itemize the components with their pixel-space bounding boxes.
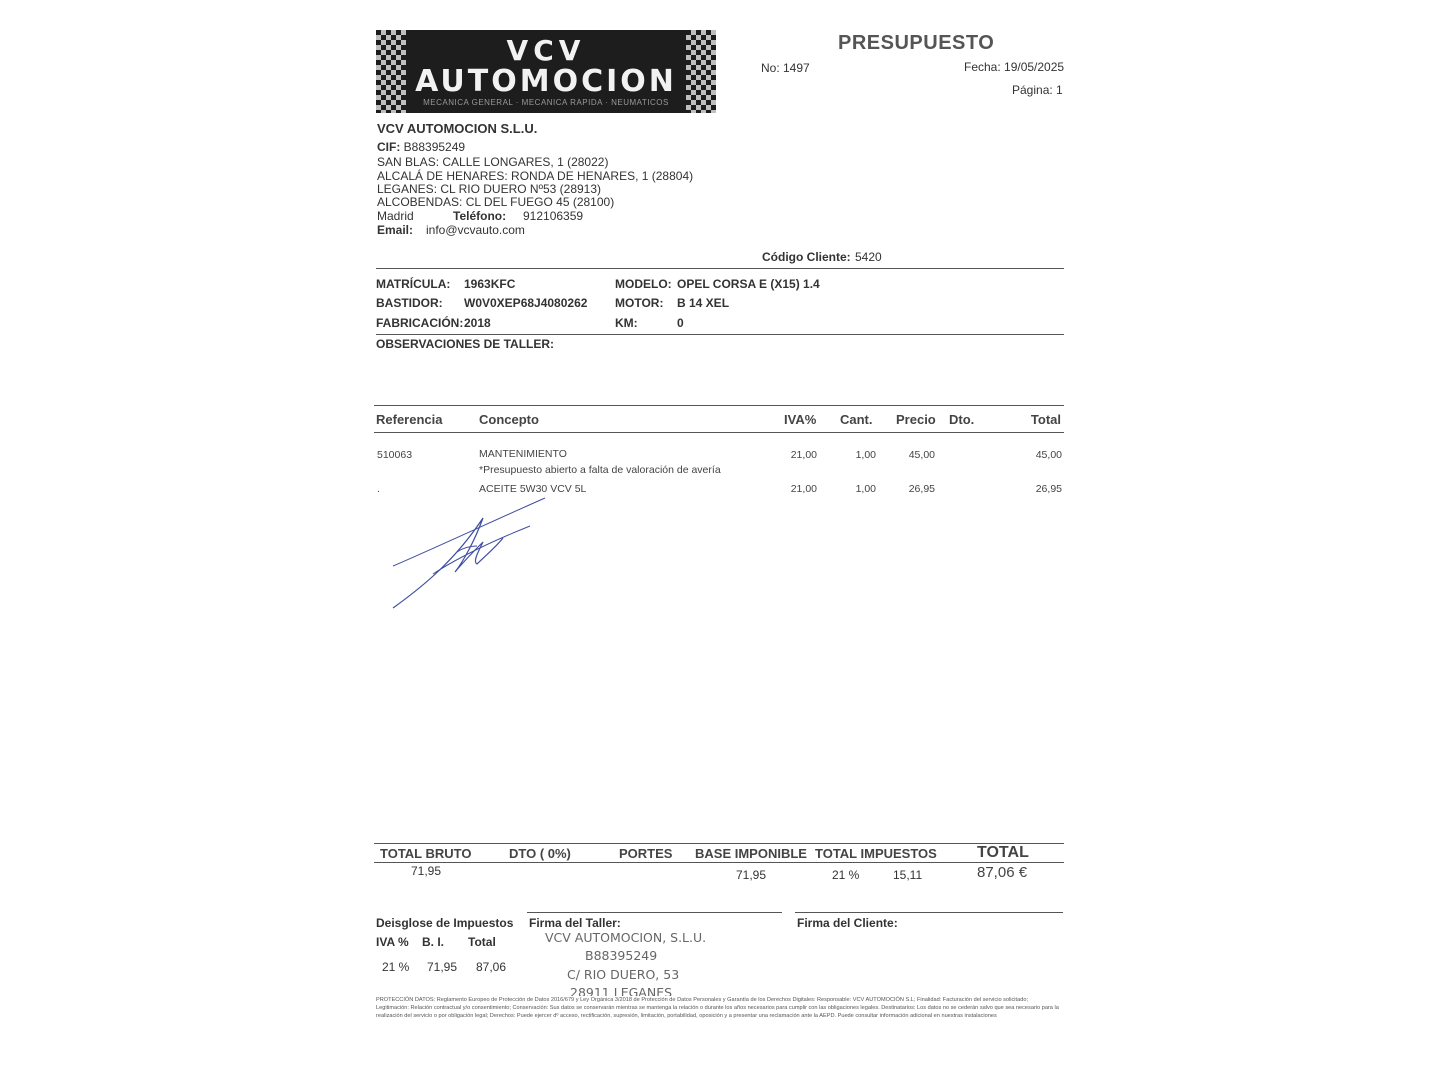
phone-label: Teléfono:	[453, 209, 507, 223]
row-2-qty: 1,00	[855, 483, 876, 495]
row-2-ref: .	[377, 483, 380, 495]
cif-value: B88395249	[403, 140, 466, 154]
row-1-total: 45,00	[1035, 449, 1062, 461]
row-2-total: 26,95	[1035, 483, 1062, 495]
row-2-price: 26,95	[908, 483, 935, 495]
observations-label: OBSERVACIONES DE TALLER:	[376, 337, 555, 351]
col-header-iva: IVA%	[784, 412, 817, 427]
stamp-line-2: B88395249	[585, 948, 658, 963]
row-2-concept: ACEITE 5W30 VCV 5L	[479, 483, 587, 495]
row-2-iva: 21,00	[790, 483, 817, 495]
engine-value: B 14 XEL	[677, 296, 730, 310]
taxable-base-label: BASE IMPONIBLE	[695, 846, 807, 861]
breakdown-bi-value: 71,95	[427, 960, 458, 974]
row-1-qty: 1,00	[855, 449, 876, 461]
email-label: Email:	[377, 223, 414, 237]
model-label: MODELO:	[615, 277, 672, 291]
cif-label: CIF:	[377, 140, 401, 154]
grand-total-label: TOTAL	[977, 844, 1029, 861]
tax-breakdown-title: Deisglose de Impuestos	[376, 916, 514, 930]
km-value: 0	[677, 316, 684, 330]
vin-value: W0V0XEP68J4080262	[464, 296, 588, 310]
breakdown-total-value: 87,06	[476, 960, 507, 974]
year-label: FABRICACIÓN:	[376, 316, 464, 330]
tax-amount-value: 15,11	[893, 868, 923, 882]
document-title: PRESUPUESTO	[838, 32, 995, 54]
shipping-label: PORTES	[619, 846, 673, 861]
logo-line-2: AUTOMOCION	[415, 64, 677, 99]
col-header-dto: Dto.	[949, 412, 975, 427]
address-line-1: SAN BLAS: CALLE LONGARES, 1 (28022)	[377, 155, 609, 169]
discount-label: DTO ( 0%)	[509, 846, 571, 861]
year-value: 2018	[464, 316, 491, 330]
client-code-label: Código Cliente:	[762, 250, 851, 264]
col-header-price: Precio	[896, 412, 936, 427]
company-name: VCV AUTOMOCION S.L.U.	[377, 121, 538, 136]
gross-label: TOTAL BRUTO	[380, 846, 472, 861]
stamp-line-3: C/ RIO DUERO, 53	[567, 967, 680, 982]
model-value: OPEL CORSA E (X15) 1.4	[677, 277, 820, 291]
total-taxes-label: TOTAL IMPUESTOS	[815, 846, 937, 861]
data-protection-notice: PROTECCIÓN DATOS: Reglamento Europeo de Protección de Datos 2016/679 y Ley Orgánica 3/2018 de Protección de Datos Personales y Garantía de los Derechos Digitales: Responsable: VCV AUTOMOCIÓN S.L; Finalidad: Facturación del servicio solicitado; Legitimación: Relación contractual y/o consentimiento; Conservación: Sus datos se conservarán mientras se mantenga la relación o durante los años necesarios para cumplir con las obligaciones legales. Destinatarios: Los datos no se cederán salvo que sea necesario para la realización del servicio o por obligación legal; Derechos: Puede ejercer dº acceso, rectificación, supresión, limitación, portabilidad, oposición y a presentar una reclamación ante la AEPD. Puede consultar información adicional en nuestras instalaciones	[376, 997, 1059, 1019]
client-signature-line	[795, 912, 1063, 913]
row-1-concept: MANTENIMIENTO	[479, 448, 567, 460]
row-1-ref: 510063	[377, 449, 413, 461]
address-line-3: LEGANES: CL RIO DUERO Nº53 (28913)	[377, 182, 602, 196]
divider	[376, 268, 1064, 269]
workshop-signature-label: Firma del Taller:	[529, 916, 621, 930]
gross-value: 71,95	[411, 864, 442, 878]
table-top-rule	[374, 405, 1064, 406]
client-code-value: 5420	[855, 250, 882, 264]
company-cif	[377, 140, 465, 154]
breakdown-bi-label: B. I.	[422, 935, 445, 949]
email-value: info@vcvauto.com	[426, 223, 525, 237]
handwritten-signature	[385, 490, 555, 615]
address-line-2: ALCALÁ DE HENARES: RONDA DE HENARES, 1 (28804)	[377, 169, 694, 183]
col-header-concept: Concepto	[479, 412, 539, 427]
row-1-price: 45,00	[908, 449, 935, 461]
col-header-ref: Referencia	[376, 412, 443, 427]
km-label: KM:	[615, 316, 638, 330]
engine-label: MOTOR:	[615, 296, 664, 310]
workshop-signature-line	[527, 912, 782, 913]
col-header-qty: Cant.	[840, 412, 873, 427]
address-line-4: ALCOBENDAS: CL DEL FUEGO 45 (28100)	[377, 195, 615, 209]
col-header-total: Total	[1030, 412, 1061, 427]
totals-header-rule	[374, 862, 1064, 863]
document-number: No: 1497	[761, 61, 810, 75]
breakdown-iva-value: 21 %	[382, 960, 410, 974]
vin-label: BASTIDOR:	[376, 296, 443, 310]
page-number: Página: 1	[1012, 83, 1063, 97]
plate-value: 1963KFC	[464, 277, 516, 291]
row-1-note: *Presupuesto abierto a falta de valoración de avería	[479, 464, 721, 476]
company-city: Madrid	[377, 209, 414, 223]
document-date: Fecha: 19/05/2025	[964, 60, 1065, 74]
stamp-line-4: 28911 LEGANES	[570, 985, 673, 996]
logo-line-1: VCV	[506, 34, 586, 67]
logo-tagline: MECANICA GENERAL · MECANICA RAPIDA · NEUMATICOS	[423, 98, 669, 107]
table-header-rule	[374, 432, 1064, 433]
company-logo	[376, 30, 716, 113]
plate-label: MATRÍCULA:	[376, 277, 451, 291]
totals-top-rule	[374, 843, 1064, 844]
stamp-line-1: VCV AUTOMOCION, S.L.U.	[545, 930, 707, 945]
client-signature-label: Firma del Cliente:	[797, 916, 898, 930]
divider	[376, 334, 1064, 335]
taxable-base-value: 71,95	[736, 868, 767, 882]
tax-rate-value: 21 %	[832, 868, 860, 882]
grand-total-value: 87,06 €	[977, 864, 1028, 881]
row-1-iva: 21,00	[790, 449, 817, 461]
breakdown-total-label: Total	[468, 935, 496, 949]
phone-value: 912106359	[523, 209, 584, 223]
breakdown-iva-label: IVA %	[376, 935, 409, 949]
